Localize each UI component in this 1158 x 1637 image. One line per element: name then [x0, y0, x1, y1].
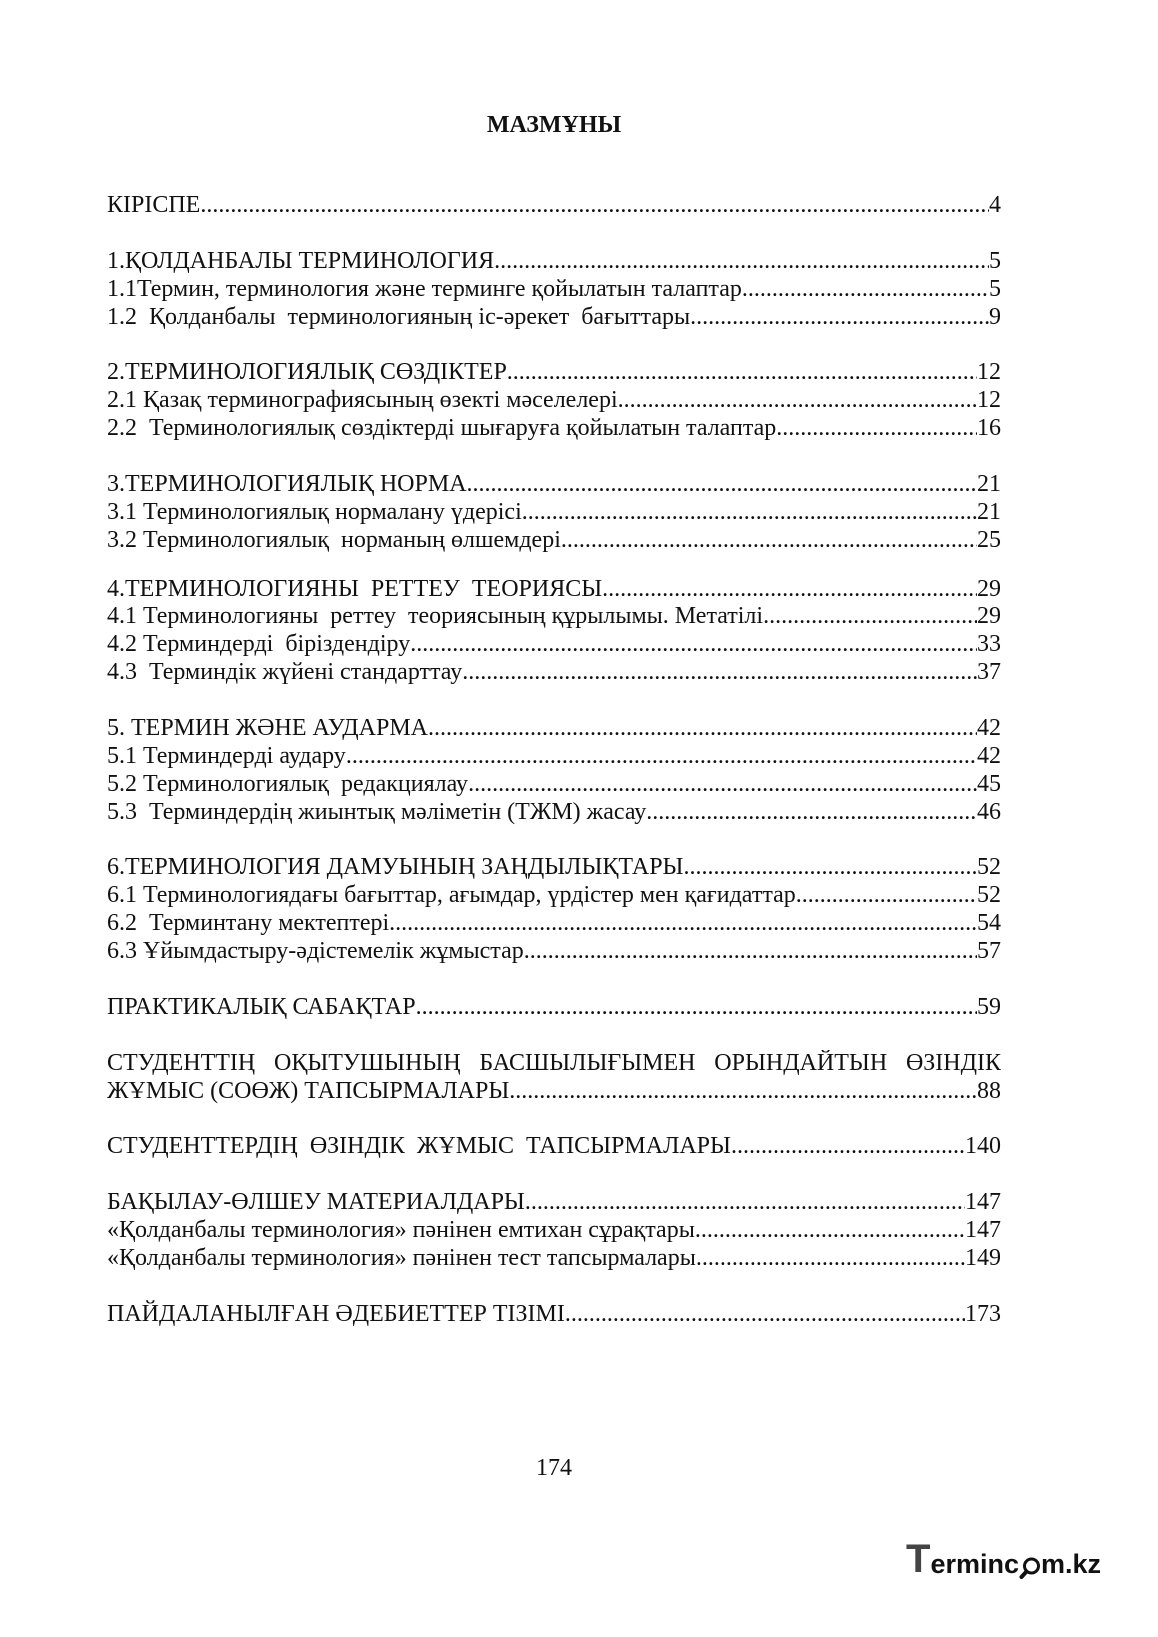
toc-entry-title: 3.2 Терминологиялық норманың өлшемдері	[107, 526, 561, 553]
toc-section	[107, 715, 1001, 827]
dot-leader	[346, 743, 977, 771]
dot-leader	[200, 192, 989, 220]
toc-entry-title: 6.ТЕРМИНОЛОГИЯ ДАМУЫНЫҢ ЗАҢДЫЛЫҚТАРЫ	[107, 854, 684, 881]
toc-entry	[107, 659, 1001, 687]
toc-entry-title: 6.3 Ұйымдастыру-әдістемелік жұмыстар	[107, 938, 524, 965]
toc-entry	[107, 415, 1001, 443]
toc-entry-page: 57	[977, 938, 1001, 965]
toc-entry	[107, 631, 1001, 659]
toc-entry	[107, 715, 1001, 743]
toc-entry-title: 5.3 Терминдердің жиынтық мәліметін (ТЖМ) жасау	[107, 798, 647, 825]
toc-entry	[107, 1217, 1001, 1245]
dot-leader	[565, 1301, 965, 1329]
toc-entry	[107, 743, 1001, 771]
dot-leader	[683, 854, 977, 882]
toc-entry	[107, 882, 1001, 910]
dot-leader	[410, 631, 977, 659]
toc-entry-page: 21	[977, 498, 1001, 525]
toc-entry-page: 37	[977, 659, 1001, 686]
logo-text-end: m.kz	[1040, 1549, 1102, 1579]
toc-entry	[107, 799, 1001, 827]
toc-entry-title: «Қолданбалы терминология» пәнінен емтихан сұрақтары	[107, 1217, 695, 1244]
toc-entry-page: 12	[977, 359, 1001, 386]
table-of-contents	[107, 192, 1001, 1329]
toc-entry-title: 1.1Термин, терминология және терминге қойылатын талаптар	[107, 275, 742, 302]
toc-entry-page: 5	[989, 247, 1001, 274]
toc-entry-title: 2.2 Терминологиялық сөздіктерді шығаруға қойылатын талаптар	[107, 415, 777, 442]
toc-section	[107, 192, 1001, 220]
dot-leader	[796, 882, 977, 910]
toc-entry-page: 46	[977, 798, 1001, 825]
toc-entry-page: 149	[965, 1244, 1001, 1271]
dot-leader	[416, 994, 977, 1022]
toc-entry-page: 42	[977, 742, 1001, 769]
toc-entry-page: 12	[977, 387, 1001, 414]
toc-entry	[107, 387, 1001, 415]
toc-entry	[107, 576, 1001, 604]
toc-entry	[107, 359, 1001, 387]
toc-entry-title: БАҚЫЛАУ-ӨЛШЕУ МАТЕРИАЛДАРЫ	[107, 1189, 525, 1216]
toc-entry	[107, 471, 1001, 499]
toc-entry	[107, 499, 1001, 527]
dot-leader	[507, 359, 977, 387]
toc-entry-page: 173	[965, 1300, 1001, 1327]
dot-leader	[690, 304, 989, 332]
toc-entry-title: 4.3 Терминдік жүйені стандарттау	[107, 659, 463, 686]
dot-leader	[509, 1078, 977, 1106]
toc-section	[107, 1301, 1001, 1329]
toc-entry	[107, 603, 1001, 631]
magnifier-icon	[1019, 1546, 1041, 1582]
toc-entry-page: 29	[977, 603, 1001, 630]
dot-leader	[522, 499, 977, 527]
toc-entry-page: 42	[977, 715, 1001, 742]
toc-entry-title: 5. ТЕРМИН ЖӘНЕ АУДАРМА	[107, 715, 429, 742]
toc-entry-title: ПРАКТИКАЛЫҚ САБАҚТАР	[107, 993, 416, 1020]
toc-entry-page: 59	[977, 993, 1001, 1020]
toc-section	[107, 471, 1001, 555]
toc-entry	[107, 994, 1001, 1022]
dot-leader	[763, 603, 977, 631]
toc-entry-title: 2.ТЕРМИНОЛОГИЯЛЫҚ СӨЗДІКТЕР	[107, 359, 507, 386]
toc-entry-page: 88	[977, 1077, 1001, 1104]
toc-entry-title: СТУДЕНТТЕРДІҢ ӨЗІНДІК ЖҰМЫС ТАПСЫРМАЛАРЫ	[107, 1133, 731, 1160]
toc-section	[107, 576, 1001, 688]
dot-leader	[602, 576, 977, 604]
toc-entry-title: 3.ТЕРМИНОЛОГИЯЛЫҚ НОРМА	[107, 470, 467, 497]
toc-entry-page: 52	[977, 854, 1001, 881]
toc-entry-title: 1.ҚОЛДАНБАЛЫ ТЕРМИНОЛОГИЯ	[107, 247, 495, 274]
toc-entry-page: 140	[965, 1133, 1001, 1160]
toc-entry	[107, 304, 1001, 332]
toc-entry-title-line: СТУДЕНТТІҢ ОҚЫТУШЫНЫҢ БАСШЫЛЫҒЫМЕН ОРЫНДАЙТЫН ӨЗІНДІК	[107, 1049, 1001, 1076]
dot-leader	[695, 1217, 965, 1245]
toc-entry	[107, 1078, 1001, 1106]
toc-entry-page: 21	[977, 470, 1001, 497]
logo-initial: T	[906, 1537, 931, 1581]
toc-entry-title: 1.2 Қолданбалы терминологияның іс-әрекет бағыттары	[107, 303, 691, 330]
toc-section	[107, 994, 1001, 1022]
toc-entry-page: 54	[977, 910, 1001, 937]
toc-section	[107, 1189, 1001, 1273]
toc-entry-title: 6.2 Терминтану мектептері	[107, 910, 390, 937]
toc-entry-page: 16	[977, 415, 1001, 442]
dot-leader	[428, 715, 977, 743]
toc-entry-page: 4	[989, 192, 1001, 218]
toc-entry-page: 29	[977, 575, 1001, 602]
toc-entry	[107, 1245, 1001, 1273]
toc-entry-title: 6.1 Терминологиядағы бағыттар, ағымдар, үрдістер мен қағидаттар	[107, 882, 796, 909]
dot-leader	[389, 910, 977, 938]
dot-leader	[776, 415, 977, 443]
toc-entry-title: 5.1 Терминдерді аудару	[107, 742, 346, 769]
toc-entry-title: 4.ТЕРМИНОЛОГИЯНЫ РЕТТЕУ ТЕОРИЯСЫ	[107, 575, 603, 602]
dot-leader	[494, 248, 989, 276]
page-number: 174	[536, 1455, 572, 1481]
toc-entry-title: 2.1 Қазақ терминографиясының өзекті мәселелері	[107, 387, 618, 414]
toc-entry	[107, 527, 1001, 555]
toc-entry-page: 33	[977, 631, 1001, 658]
toc-entry-title: 4.1 Терминологияны реттеу теориясының құрылымы. Метатілі	[107, 603, 764, 630]
toc-entry-page: 52	[977, 882, 1001, 909]
logo-text-start: erminc	[930, 1549, 1019, 1579]
dot-leader	[462, 659, 977, 687]
toc-entry-page: 147	[965, 1217, 1001, 1244]
toc-section	[107, 854, 1001, 966]
toc-entry-page: 25	[977, 526, 1001, 553]
toc-entry-page: 9	[989, 303, 1001, 330]
dot-leader	[467, 471, 977, 499]
toc-entry	[107, 248, 1001, 276]
toc-entry	[107, 854, 1001, 882]
toc-entry	[107, 771, 1001, 799]
toc-entry	[107, 1189, 1001, 1217]
page-title: МАЗМҰНЫ	[486, 112, 622, 138]
toc-entry-title: «Қолданбалы терминология» пәнінен тест тапсырмалары	[107, 1244, 696, 1271]
dot-leader	[696, 1245, 965, 1273]
toc-entry-title: 5.2 Терминологиялық редакциялау	[107, 770, 469, 797]
termincom-logo	[906, 1536, 1101, 1582]
toc-entry	[107, 938, 1001, 966]
toc-entry-page: 45	[977, 770, 1001, 797]
toc-entry-page: 5	[989, 275, 1001, 302]
toc-entry-page: 147	[965, 1189, 1001, 1216]
toc-entry-title: ПАЙДАЛАНЫЛҒАН ӘДЕБИЕТТЕР ТІЗІМІ	[107, 1300, 565, 1327]
toc-entry	[107, 276, 1001, 304]
toc-entry	[107, 1133, 1001, 1161]
dot-leader	[525, 1189, 965, 1217]
dot-leader	[742, 276, 989, 304]
toc-entry	[107, 1301, 1001, 1329]
toc-entry	[107, 910, 1001, 938]
toc-entry	[107, 192, 1001, 220]
toc-section	[107, 1050, 1001, 1106]
toc-entry-title: 3.1 Терминологиялық нормалану үдерісі	[107, 498, 522, 525]
dot-leader	[561, 527, 977, 555]
toc-entry-title: ЖҰМЫС (СОӨЖ) ТАПСЫРМАЛАРЫ	[107, 1077, 510, 1104]
dot-leader	[524, 938, 977, 966]
toc-section	[107, 248, 1001, 332]
toc-entry-title: КІРІСПЕ	[107, 192, 201, 218]
dot-leader	[618, 387, 977, 415]
dot-leader	[646, 799, 977, 827]
dot-leader	[731, 1133, 965, 1161]
dot-leader	[468, 771, 977, 799]
toc-section	[107, 359, 1001, 443]
toc-entry-title: 4.2 Терминдерді біріздендіру	[107, 631, 411, 658]
toc-section	[107, 1133, 1001, 1161]
